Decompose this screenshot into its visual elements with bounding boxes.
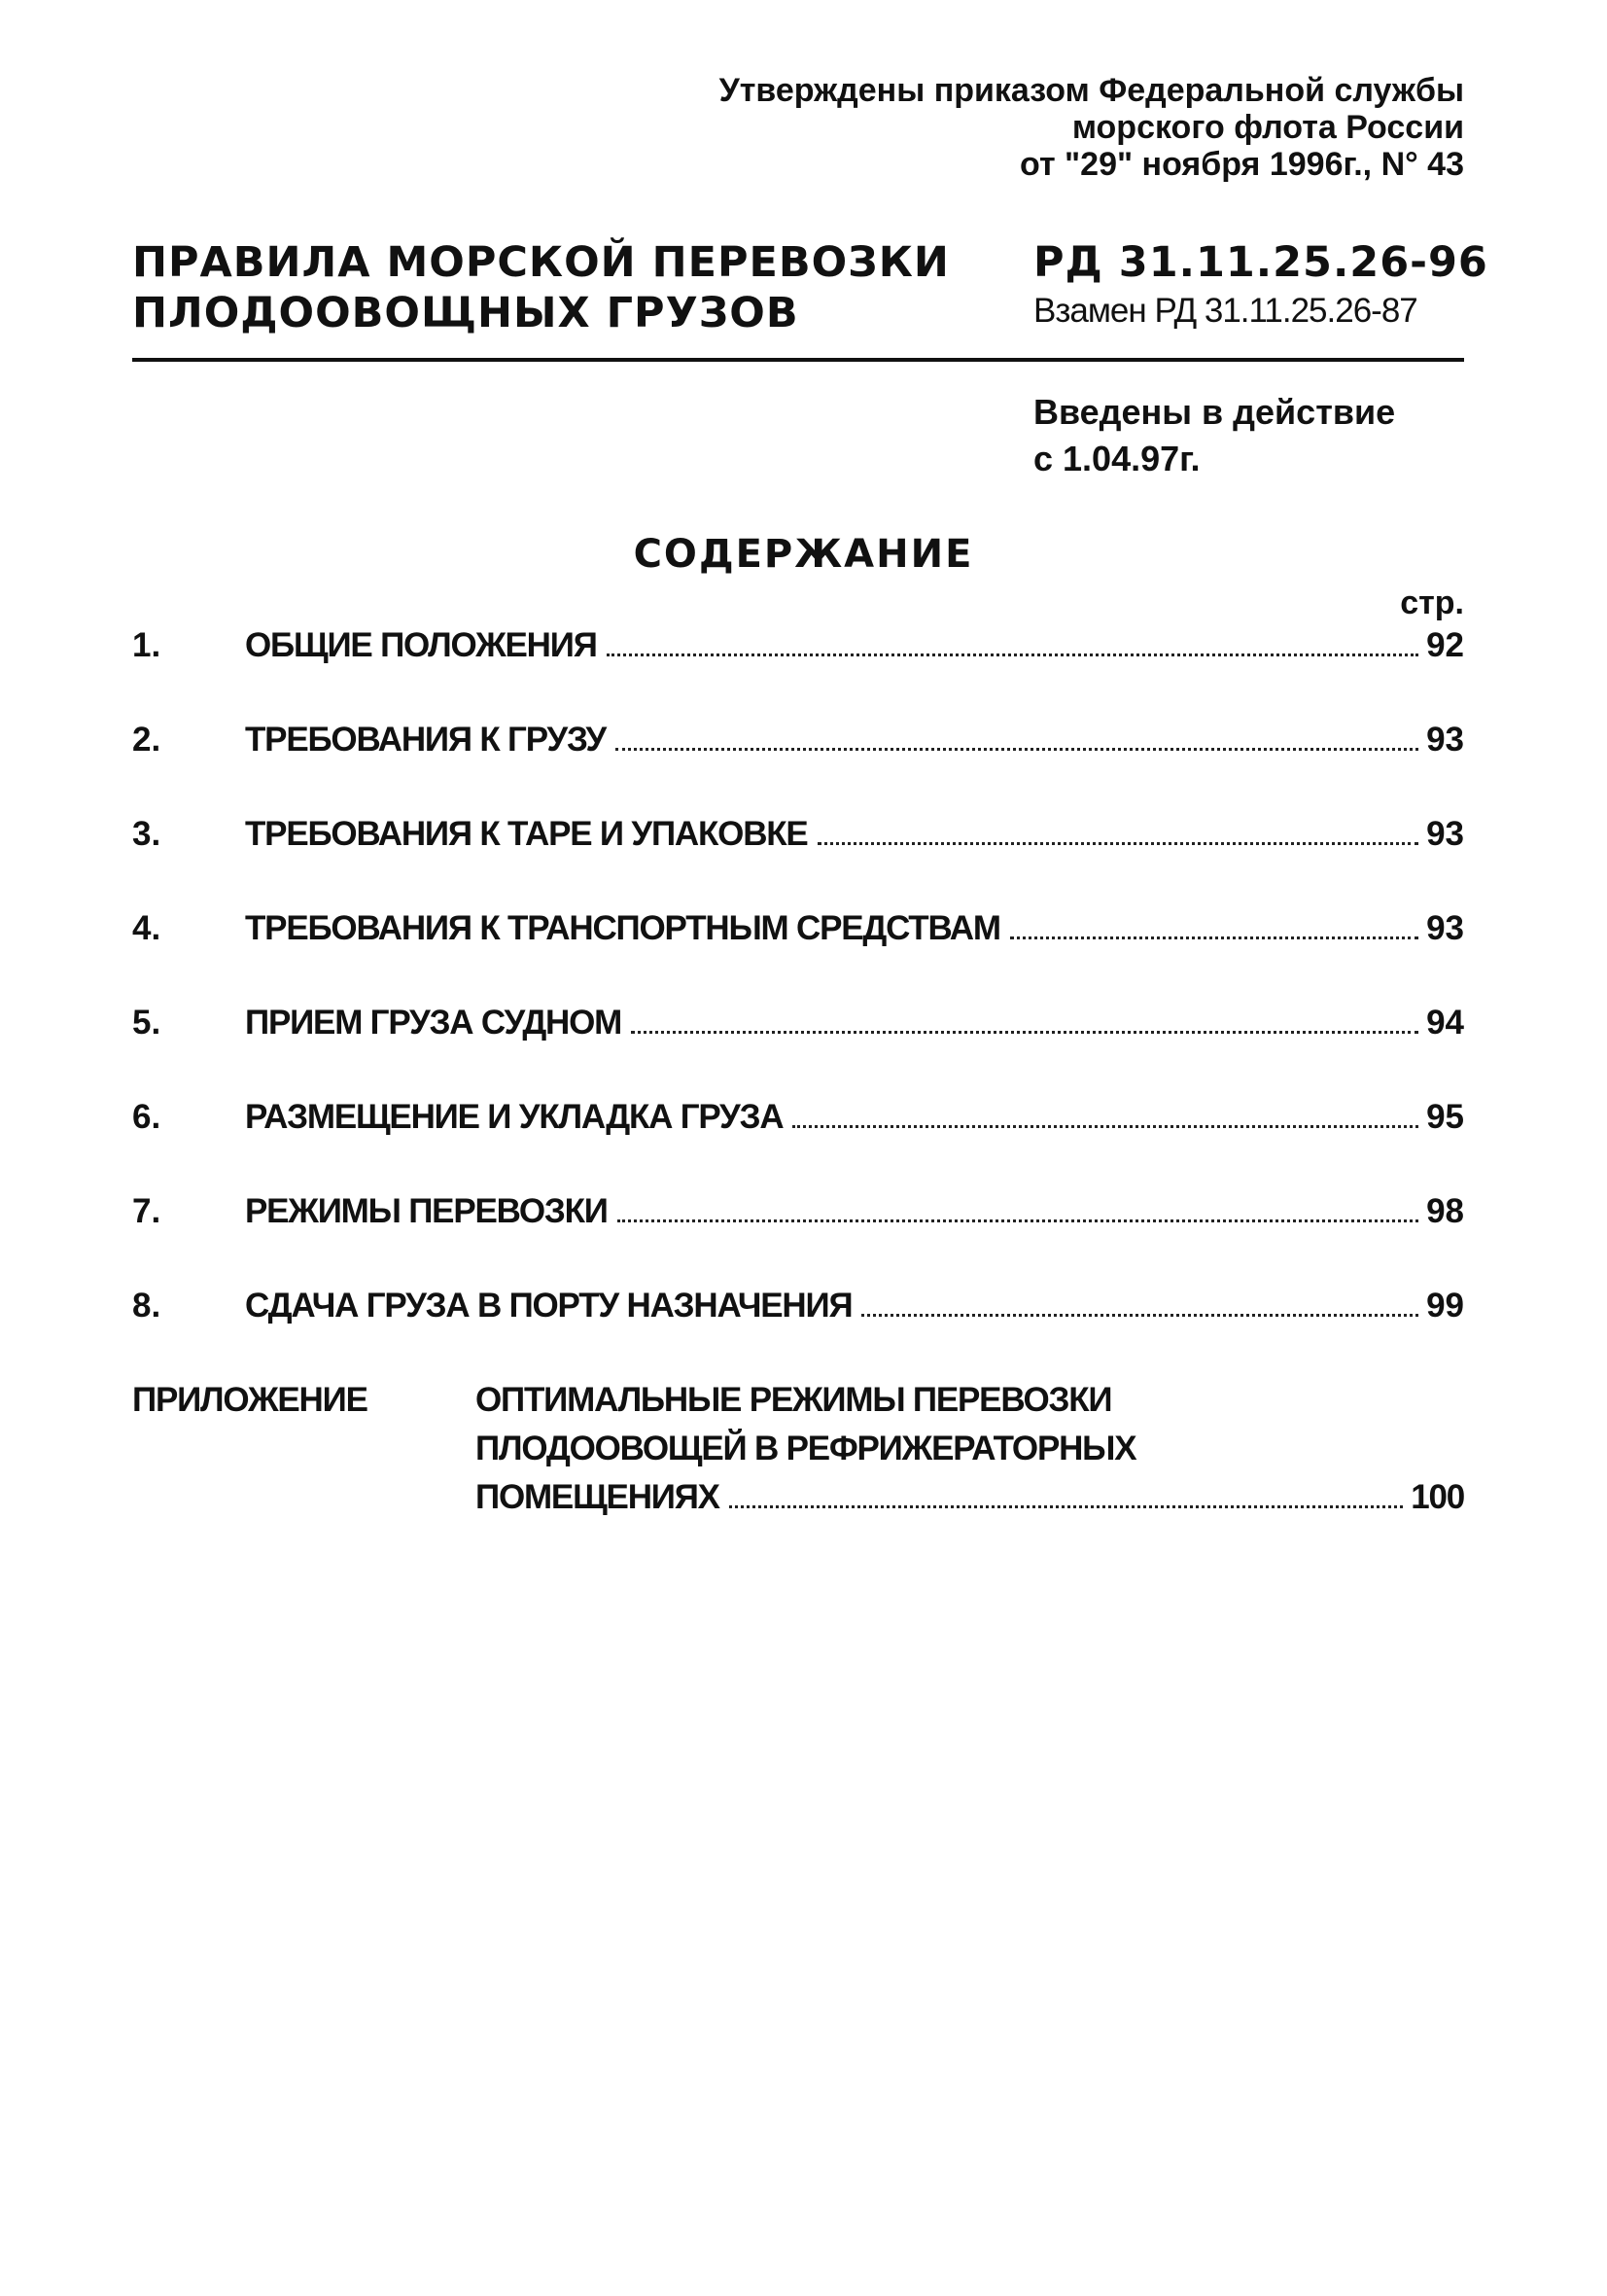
dot-leader <box>818 842 1418 845</box>
dot-leader <box>729 1505 1403 1508</box>
toc-entry-number: 4. <box>132 909 161 947</box>
document-title-line-1: ПРАВИЛА МОРСКОЙ ПЕРЕВОЗКИ <box>132 238 950 287</box>
toc-entry-page: 93 <box>1426 909 1464 947</box>
toc-entry-title: РЕЖИМЫ ПЕРЕВОЗКИ <box>245 1192 608 1230</box>
toc-entry-number: 1. <box>132 626 161 664</box>
toc-entry-page: 94 <box>1426 1004 1464 1042</box>
toc-entry-title: ТРЕБОВАНИЯ К ТРАНСПОРТНЫМ СРЕДСТВАМ <box>245 909 1000 947</box>
toc-entry-page: 98 <box>1426 1192 1464 1230</box>
effective-line-2: с 1.04.97г. <box>1033 439 1201 478</box>
toc-entry-page: 93 <box>1426 721 1464 759</box>
toc-entry-number: 8. <box>132 1287 161 1325</box>
toc-entry-number: 6. <box>132 1098 161 1136</box>
toc-entry-number: 7. <box>132 1192 161 1230</box>
toc-entry[interactable] <box>132 998 1464 1048</box>
document-title <box>132 237 950 338</box>
dot-leader <box>792 1125 1418 1128</box>
appendix-page: 100 <box>1411 1478 1464 1516</box>
effective-line-1: Введены в действие <box>1033 392 1396 432</box>
toc-entry-page: 93 <box>1426 815 1464 853</box>
toc-heading: СОДЕРЖАНИЕ <box>633 532 974 577</box>
toc-entry[interactable] <box>132 1092 1464 1143</box>
toc-entry-title: ТРЕБОВАНИЯ К ГРУЗУ <box>245 721 606 759</box>
dot-leader <box>615 748 1418 751</box>
appendix-title-line-2: ПЛОДООВОЩЕЙ В РЕФРИЖЕРАТОРНЫХ <box>475 1430 1136 1467</box>
appendix-title-line-3: ПОМЕЩЕНИЯХ <box>475 1478 719 1516</box>
toc-entry[interactable] <box>132 903 1464 954</box>
toc-entry-number: 2. <box>132 721 161 759</box>
page-column-label: стр. <box>1400 584 1464 621</box>
toc-entry[interactable] <box>132 620 1464 671</box>
approval-line-2: морского флота России <box>1071 109 1464 146</box>
document-title-line-2: ПЛОДООВОЩНЫХ ГРУЗОВ <box>132 289 799 337</box>
dot-leader <box>1010 936 1418 939</box>
toc-entry[interactable] <box>132 1281 1464 1331</box>
document-code: РД 31.11.25.26-96 <box>1033 238 1488 287</box>
toc-entry-title: ПРИЕМ ГРУЗА СУДНОМ <box>245 1004 622 1042</box>
dot-leader <box>861 1314 1418 1317</box>
toc-entry-title: РАЗМЕЩЕНИЕ И УКЛАДКА ГРУЗА <box>245 1098 784 1136</box>
toc-entry-title: СДАЧА ГРУЗА В ПОРТУ НАЗНАЧЕНИЯ <box>245 1287 853 1325</box>
toc-entry[interactable] <box>132 809 1464 860</box>
toc-entry-page: 99 <box>1426 1287 1464 1325</box>
header-divider <box>132 358 1464 362</box>
effective-date-note <box>1033 389 1395 482</box>
document-replaces: Взамен РД 31.11.25.26-87 <box>1033 292 1417 330</box>
approval-line-1: Утверждены приказом Федеральной службы <box>718 72 1464 109</box>
toc-entry-title: ОБЩИЕ ПОЛОЖЕНИЯ <box>245 626 597 664</box>
toc-entry-page: 95 <box>1426 1098 1464 1136</box>
toc-entry-title: ТРЕБОВАНИЯ К ТАРЕ И УПАКОВКЕ <box>245 815 808 853</box>
toc-entry[interactable] <box>132 715 1464 765</box>
appendix-title-line-1: ОПТИМАЛЬНЫЕ РЕЖИМЫ ПЕРЕВОЗКИ <box>475 1381 1112 1419</box>
toc-entry-page: 92 <box>1426 626 1464 664</box>
dot-leader <box>617 1219 1418 1222</box>
toc-entry-number: 3. <box>132 815 161 853</box>
dot-leader <box>607 653 1418 656</box>
approval-line-3: от "29" ноября 1996г., N° 43 <box>1020 146 1464 183</box>
appendix-label: ПРИЛОЖЕНИЕ <box>132 1381 367 1419</box>
toc-entry-number: 5. <box>132 1004 161 1042</box>
toc-entry[interactable] <box>132 1186 1464 1237</box>
dot-leader <box>631 1031 1418 1034</box>
approval-note <box>719 72 1464 183</box>
